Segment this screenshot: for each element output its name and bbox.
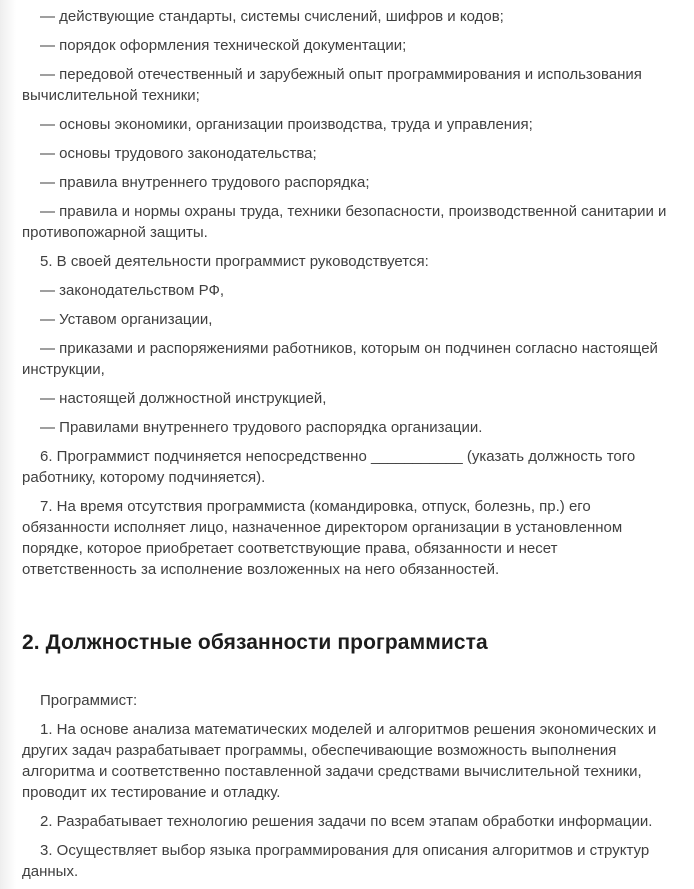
list-item: — правила внутреннего трудового распорядка; bbox=[40, 174, 370, 191]
list-item: — приказами и распоряжениями работников, которым он подчинен согласно настоящей инструкции, bbox=[22, 340, 658, 378]
list-item: — Уставом организации, bbox=[40, 311, 213, 328]
list-item: — действующие стандарты, системы счислений, шифров и кодов; bbox=[40, 8, 504, 25]
paragraph: 1. На основе анализа математических моделей и алгоритмов решения экономических и других задач разрабатывает программы, обеспечивающие возможность выполнения алгоритма и соответственно поставленной задачи средствами вычислительной техники, проводит их тестирование и отладку. bbox=[22, 721, 657, 801]
paragraph: 7. На время отсутствия программиста (командировка, отпуск, болезнь, пр.) его обязанности исполняет лицо, назначенное директором организации в установленном порядке, которое приобретает соответствующие права, обязанности и несет ответственность за исполнение возложенных на него обязанностей. bbox=[22, 498, 623, 578]
section-heading: 2. Должностные обязанности программиста bbox=[22, 631, 488, 654]
paragraph: 6. Программист подчиняется непосредственно ___________ (указать должность того работнику, которому подчиняется). bbox=[22, 448, 636, 486]
list-item: — основы трудового законодательства; bbox=[40, 145, 317, 162]
list-item: — передовой отечественный и зарубежный опыт программирования и использования вычислительной техники; bbox=[22, 66, 642, 104]
paragraph: 2. Разрабатывает технологию решения задачи по всем этапам обработки информации. bbox=[40, 813, 653, 830]
paragraph: Программист: bbox=[40, 692, 138, 709]
list-item: — правила и нормы охраны труда, техники безопасности, производственной санитарии и противопожарной защиты. bbox=[22, 203, 667, 241]
paragraph: 3. Осуществляет выбор языка программирования для описания алгоритмов и структур данных. bbox=[22, 842, 650, 880]
list-item: — Правилами внутреннего трудового распорядка организации. bbox=[40, 419, 483, 436]
paragraph: 5. В своей деятельности программист руководствуется: bbox=[40, 253, 429, 270]
list-item: — порядок оформления технической документации; bbox=[40, 37, 407, 54]
list-item: — законодательством РФ, bbox=[40, 282, 225, 299]
list-item: — основы экономики, организации производства, труда и управления; bbox=[40, 116, 533, 133]
list-item: — настоящей должностной инструкцией, bbox=[40, 390, 327, 407]
